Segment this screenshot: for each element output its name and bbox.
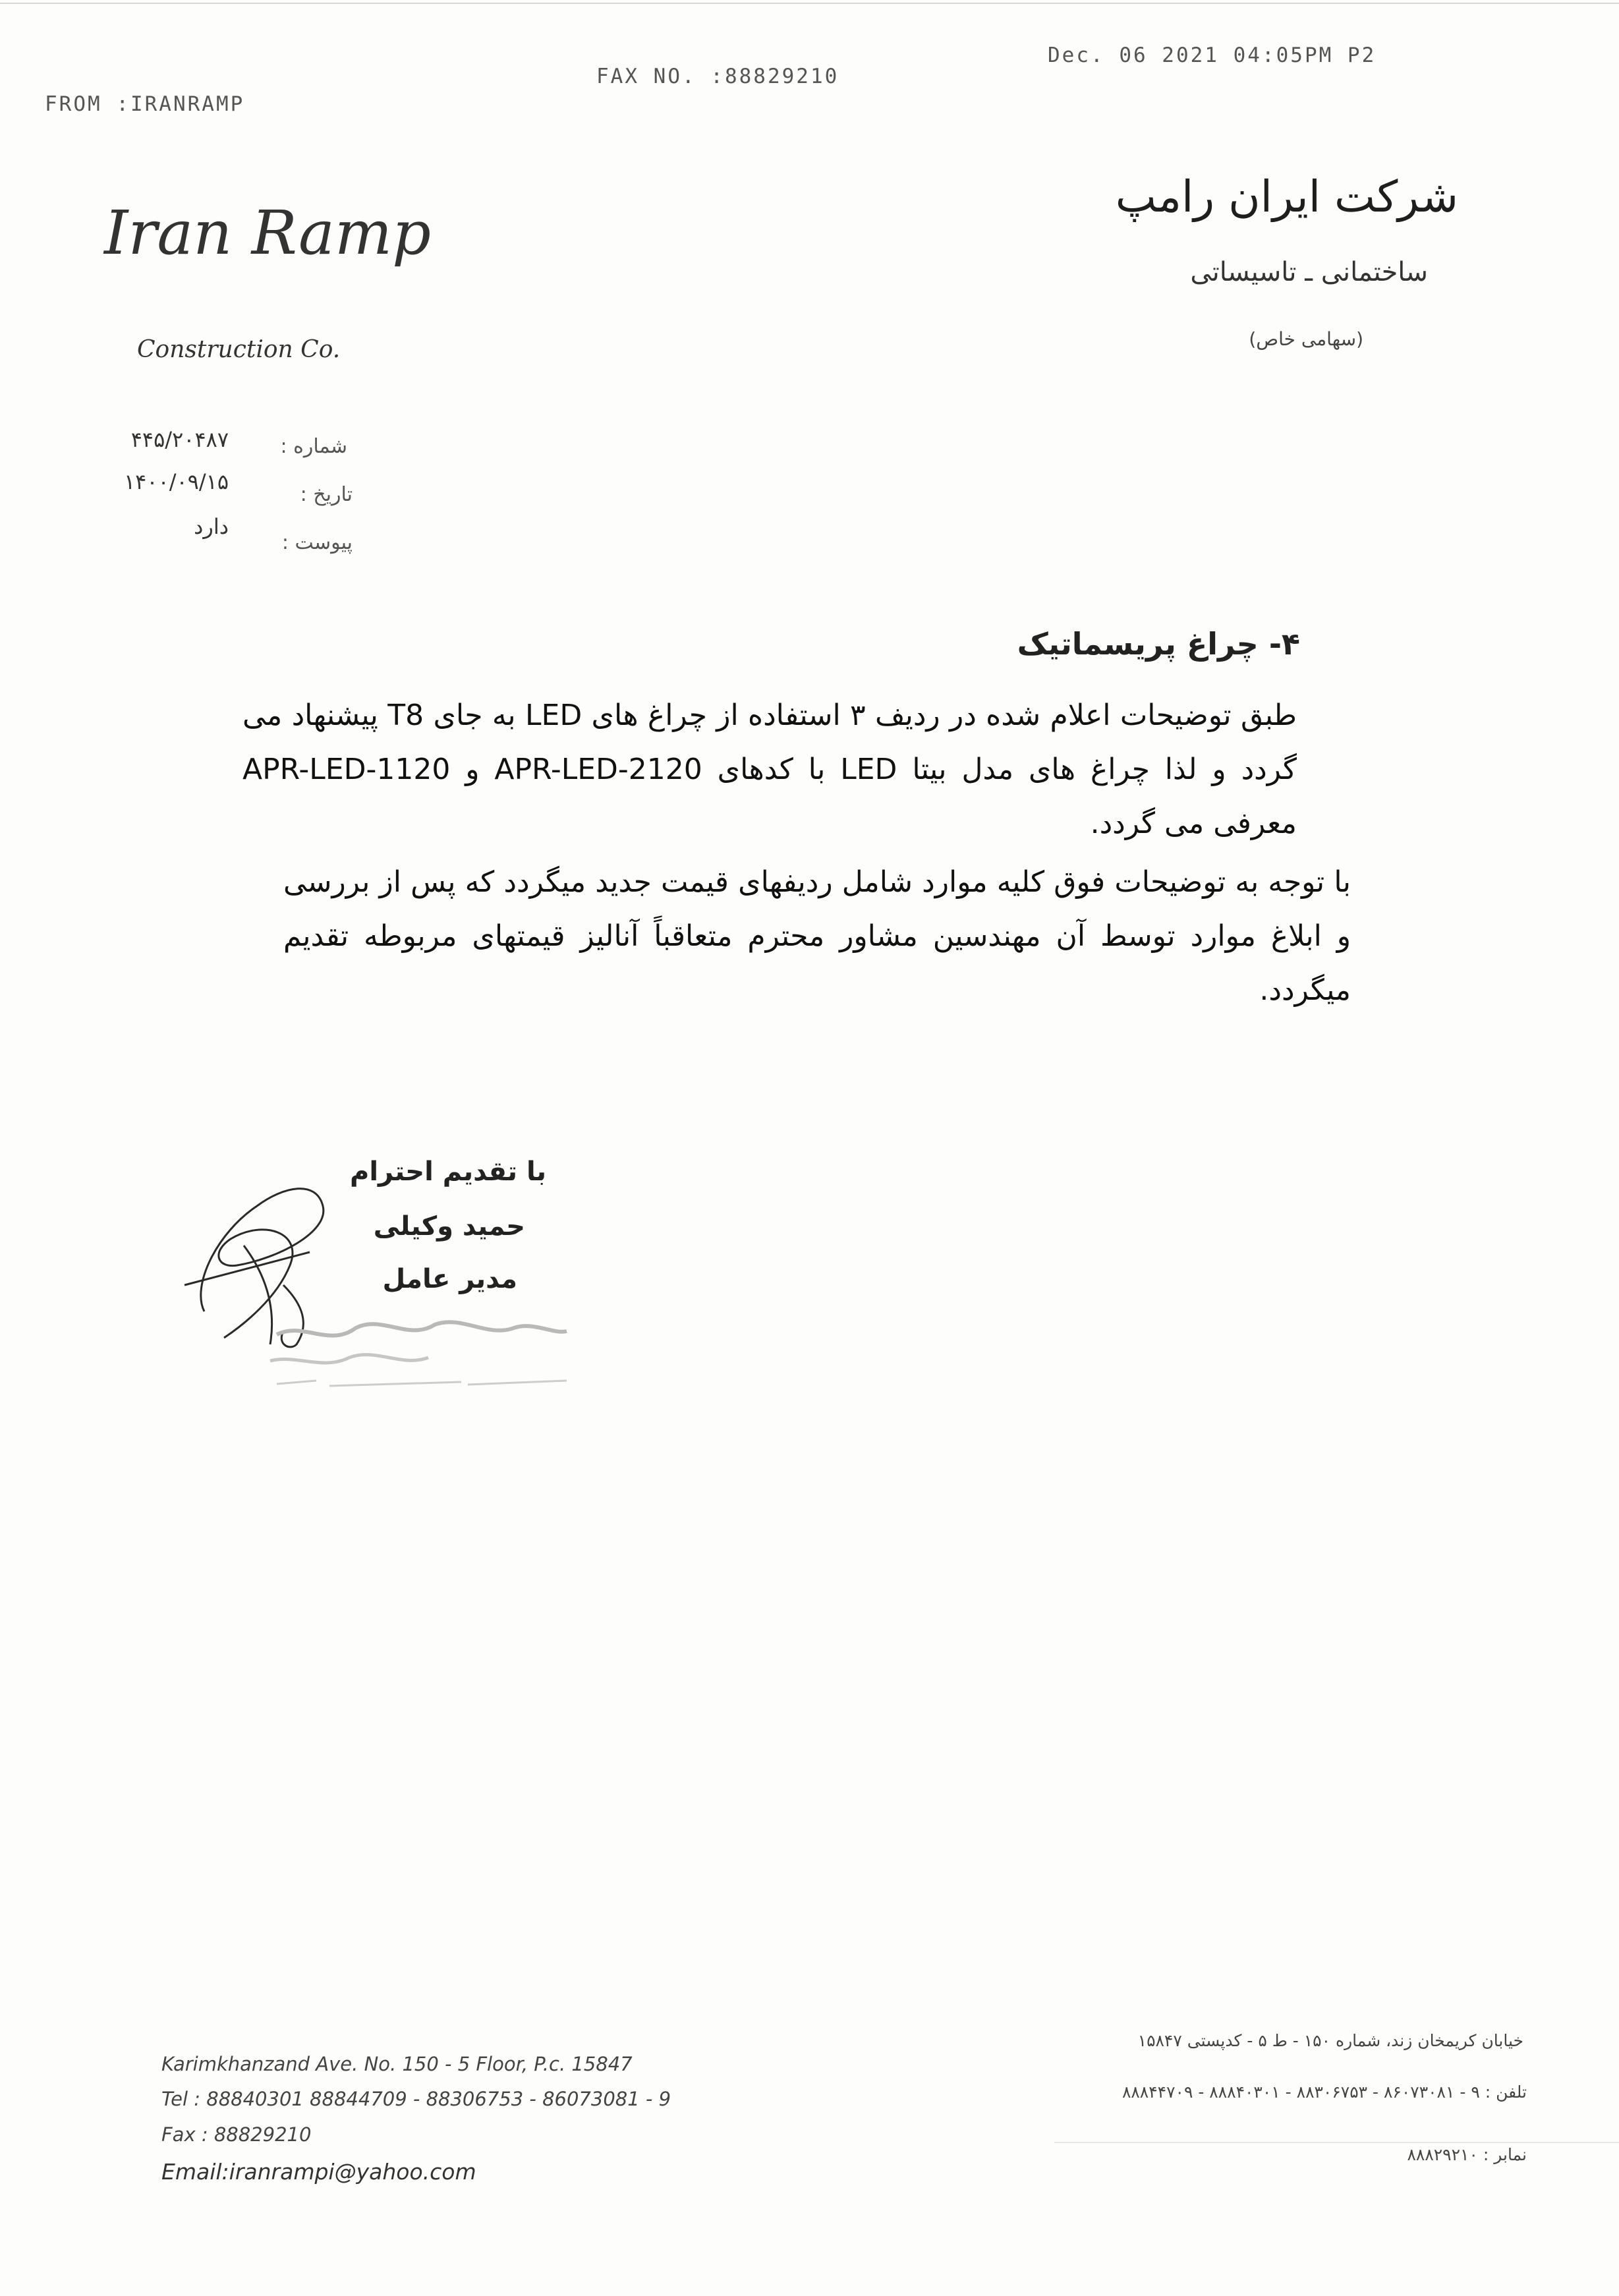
footer-tel-fa: تلفن : ۹ - ۸۶۰۷۳۰۸۱ - ۸۸۳۰۶۷۵۳ - ۸۸۸۴۰۳۰۱ - ۸۸۸۴۴۷۰۹ [1122,2082,1527,2102]
fax-timestamp: Dec. 06 2021 04:05PM P2 [1048,43,1377,67]
body-paragraph-1: طبق توضیحات اعلام شده در ردیف ۳ استفاده از چراغ های LED به جای T8 پیشنهاد می گردد و لذا چراغ های مدل بیتا LED با کدهای APR-LED-2120 و APR-LED-1120 معرفی می گردد. [242,699,1297,840]
scan-edge-top [0,3,1619,4]
company-legal-fa: (سهامی خاص) [1249,328,1363,350]
footer-email: Email:iranrampi@yahoo.com [161,2159,476,2185]
body-paragraph-2: با توجه به توضیحات فوق کلیه موارد شامل ردیفهای قیمت جدید میگردد که پس از بررسی و ابلاغ موارد توسط آن مهندسین مشاور محترم متعاقباً آنالیز قیمتهای مربوطه تقدیم میگردد. [283,865,1351,1007]
scan-edge-bottom [1054,2142,1619,2143]
number-label: شماره : [280,435,347,458]
date-label: تاریخ : [300,483,353,506]
letter-number: ۴۴۵/۲۰۴۸۷ [130,427,229,452]
company-stamp [264,1308,580,1414]
section-heading: ۴- چراغ پریسماتیک [1017,626,1300,662]
company-logo: Iran Ramp [104,198,432,268]
closing-line: با تقدیم احترام [350,1157,546,1187]
letter-date: ۱۴۰۰/۰۹/۱۵ [123,469,229,494]
fax-number: FAX NO. :88829210 [596,65,839,88]
signer-name: حمید وکیلی [373,1211,525,1242]
company-logo-subtitle: Construction Co. [137,336,341,363]
footer-address-en: Karimkhanzand Ave. No. 150 - 5 Floor, P.c. 15847 [161,2053,633,2075]
company-name-fa: شرکت ایران رامپ [1115,171,1458,222]
footer-address-fa: خیابان کریمخان زند، شماره ۱۵۰ - ط ۵ - کدپستی ۱۵۸۴۷ [1137,2031,1523,2050]
footer-tel-en: Tel : 88840301 88844709 - 88306753 - 86073081 - 9 [161,2088,671,2110]
footer-fax-fa: نمابر : ۸۸۸۲۹۲۱۰ [1407,2145,1527,2164]
fax-from: FROM :IRANRAMP [45,92,245,116]
footer-fax-en: Fax : 88829210 [161,2123,312,2146]
company-type-fa: ساختمانی ـ تاسیساتی [1190,257,1428,287]
signer-title: مدیر عامل [382,1264,517,1294]
attachment-label: پیوست : [281,531,353,554]
attachment-value: دارد [194,514,229,539]
